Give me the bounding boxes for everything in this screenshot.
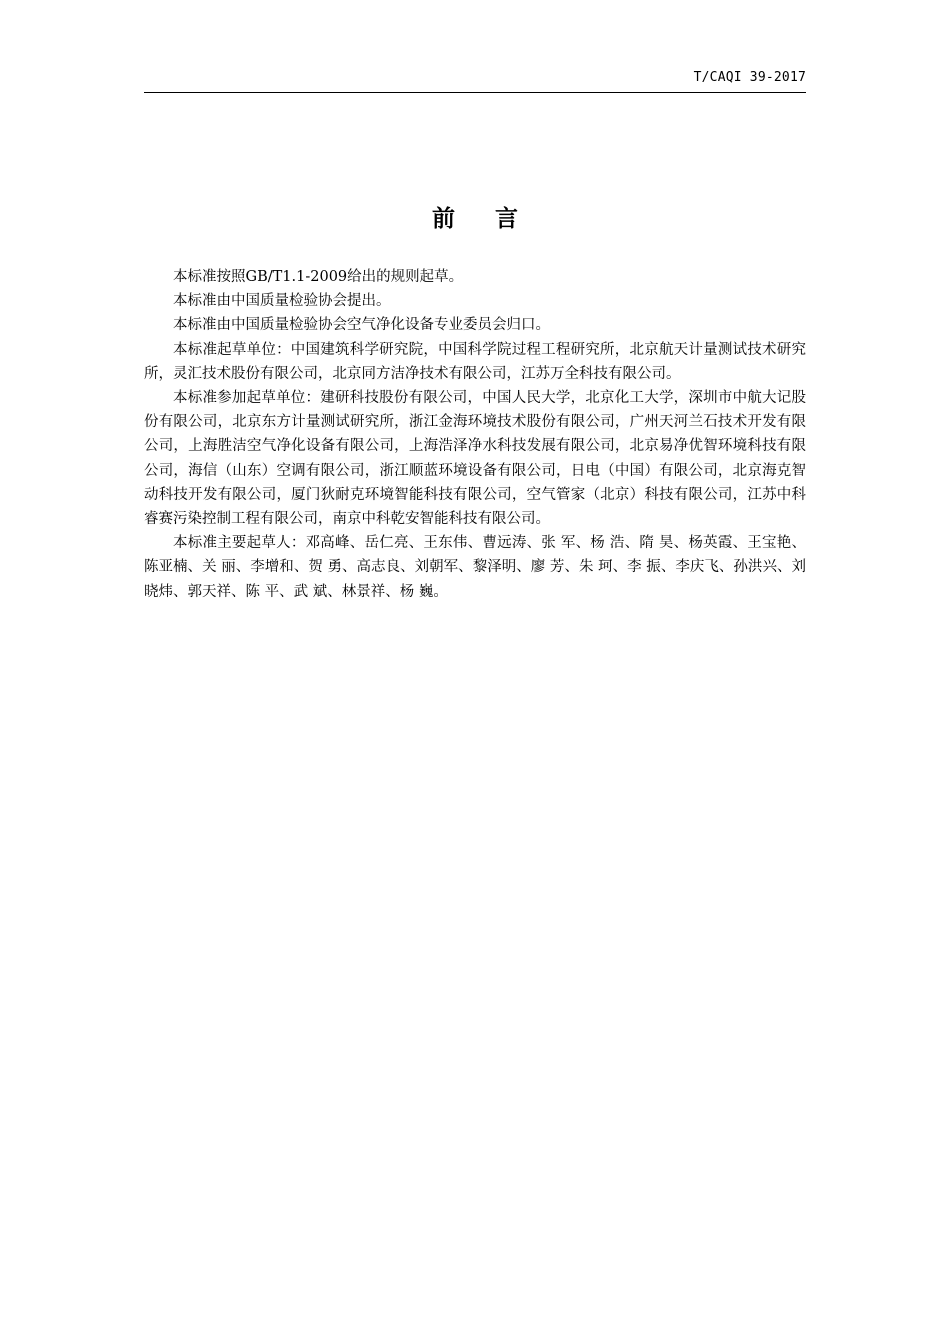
paragraph-drafting-rules: 本标准按照GB/T1.1-2009给出的规则起草。 xyxy=(173,269,464,285)
paragraph-drafting-units: 本标准起草单位：中国建筑科学研究院，中国科学院过程工程研究所，北京航天计量测试技术研究所，灵汇技术股份有限公司，北京同方洁净技术有限公司，江苏万全科技有限公司。 xyxy=(144,341,806,382)
page-header xyxy=(144,68,806,93)
page-title: 前言 xyxy=(432,206,558,232)
paragraph-main-drafters: 本标准主要起草人：邓高峰、岳仁亮、王东伟、曹远涛、张 军、杨 浩、隋 昊、杨英霞、王宝艳、陈亚楠、关 丽、李增和、贺 勇、高志良、刘朝军、黎泽明、廖 芳、朱 珂、李 振、李庆飞、孙洪兴、刘晓炜、郭天祥、陈 平、武 斌、林景祥、杨 巍。 xyxy=(144,535,806,600)
paragraph-proposer: 本标准由中国质量检验协会提出。 xyxy=(173,293,391,310)
foreword-body xyxy=(144,265,806,604)
paragraph-administrator: 本标准由中国质量检验协会空气净化设备专业委员会归口。 xyxy=(173,317,550,334)
paragraph-participating-units: 本标准参加起草单位：建研科技股份有限公司，中国人民大学，北京化工大学，深圳市中航大记股份有限公司，北京东方计量测试研究所，浙江金海环境技术股份有限公司，广州天河兰石技术开发有限公司，上海胜洁空气净化设备有限公司，上海浩泽净水科技发展有限公司，北京易净优智环境科技有限公司，海信（山东）空调有限公司，浙江顺蓝环境设备有限公司，日电（中国）有限公司，北京海克智动科技开发有限公司，厦门狄耐克环境智能科技有限公司，空气管家（北京）科技有限公司，江苏中科睿赛污染控制工程有限公司，南京中科乾安智能科技有限公司。 xyxy=(144,390,806,528)
document-number: T/CAQI 39-2017 xyxy=(693,70,806,85)
